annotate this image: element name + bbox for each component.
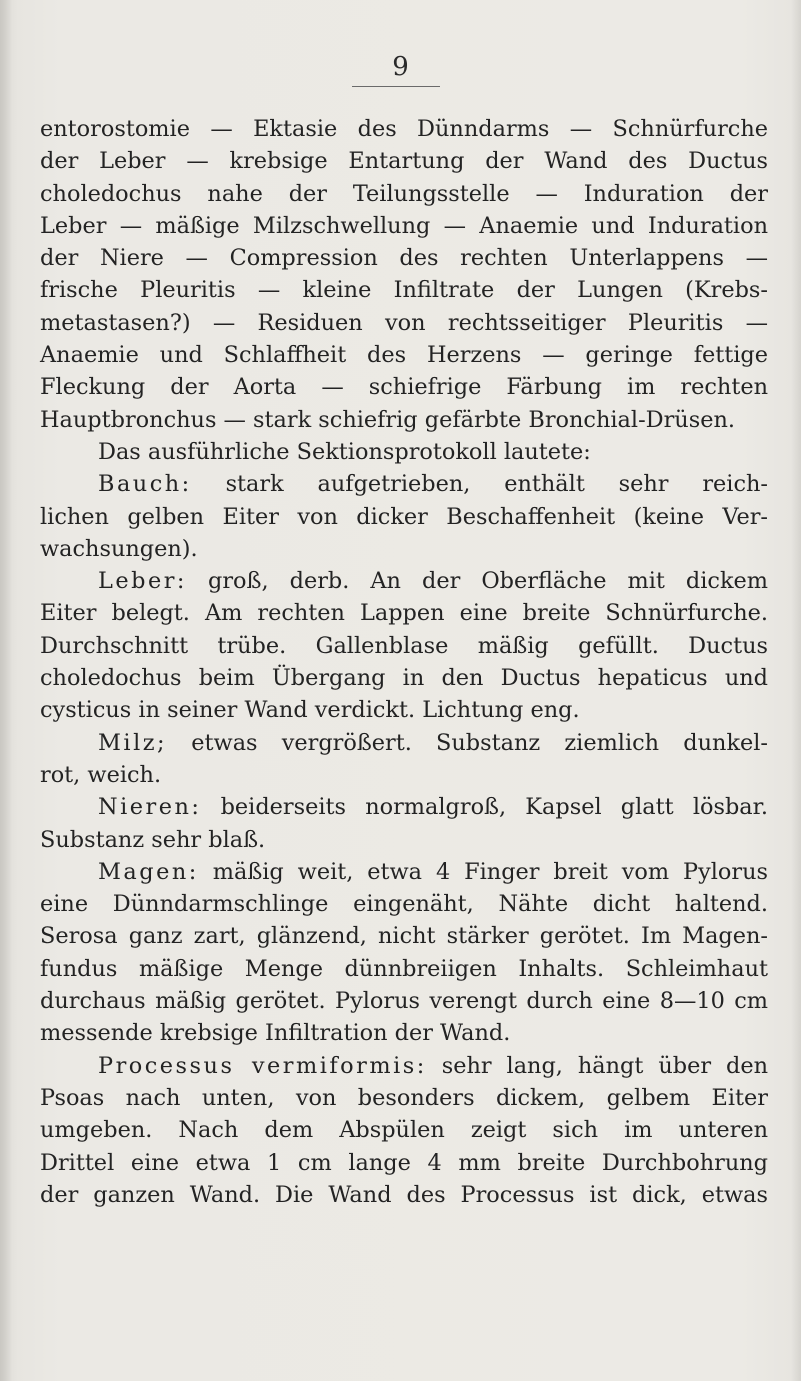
page-edge-shadow [791,0,801,1381]
text-line: cysticus in seiner Wand verdickt. Lichtung eng. [40,697,580,724]
text-line: rot, weich. [40,761,162,788]
text-line: messende krebsige Infiltration der Wand. [40,1020,511,1047]
text-line: Nieren: beiderseits normalgroß, Kapsel glatt lösbar. [98,794,768,821]
text-line: Eiter belegt. Am rechten Lappen eine breite Schnürfurche. [40,600,768,627]
text-line: wachsungen). [40,535,198,562]
text-line: fundus mäßige Menge dünnbreiigen Inhalts. Schleimhaut [40,955,768,982]
section-heading: Processus vermiformis: [98,1052,427,1079]
text-line: entorostomie — Ektasie des Dünndarms — Schnürfurche [40,116,768,142]
section-heading: Magen: [98,858,199,885]
section-heading: Nieren: [98,794,202,821]
text-line: choledochus nahe der Teilungsstelle — Induration der [40,180,768,207]
text-line: Milz; etwas vergrößert. Substanz ziemlich dunkel- [98,729,768,756]
text-line: Drittel eine etwa 1 cm lange 4 mm breite Durchbohrung [40,1149,768,1176]
text-line: frische Pleuritis — kleine Infiltrate der Lungen (Krebs- [40,277,768,304]
text-line: Processus vermiformis: sehr lang, hängt über den [98,1052,768,1079]
text-line: Durchschnitt trübe. Gallenblase mäßig gefüllt. Ductus [40,632,768,659]
text-line: Leber — mäßige Milzschwellung — Anaemie und Induration [40,212,768,239]
text-line: Bauch: stark aufgetrieben, enthält sehr reich- [98,471,768,498]
text-line: Magen: mäßig weit, etwa 4 Finger breit vom Pylorus [98,858,768,885]
text-line: Anaemie und Schlaffheit des Herzens — geringe fettige [40,342,768,369]
text-line: Das ausführliche Sektionsprotokoll lautete: [98,438,591,465]
text-line: der Niere — Compression des rechten Unterlappens — [40,245,768,272]
text-line: der ganzen Wand. Die Wand des Processus ist dick, etwas [40,1181,768,1208]
text-line: Substanz sehr blaß. [40,826,266,853]
body-text [40,113,768,1211]
text-line: Hauptbronchus — stark schiefrig gefärbte Bronchial-Drüsen. [40,406,735,433]
text-line: lichen gelben Eiter von dicker Beschaffenheit (keine Ver- [40,503,768,530]
page-number: 9 [392,52,409,82]
text-line: choledochus beim Übergang in den Ductus hepaticus und [40,665,768,692]
text-line: eine Dünndarmschlinge eingenäht, Nähte dicht haltend. [40,891,768,918]
section-heading: Milz; [98,729,168,756]
header-rule [352,86,440,87]
text-line: Psoas nach unten, von besonders dickem, gelbem Eiter [40,1084,768,1111]
text-line: Serosa ganz zart, glänzend, nicht stärker gerötet. Im Magen- [40,923,768,950]
text-line: durchaus mäßig gerötet. Pylorus verengt durch eine 8—10 cm [40,988,768,1015]
section-heading: Bauch: [98,471,192,498]
text-line: Leber: groß, derb. An der Oberfläche mit dickem [98,568,768,595]
text-line: umgeben. Nach dem Abspülen zeigt sich im unteren [40,1117,768,1144]
text-line: der Leber — krebsige Entartung der Wand des Ductus [40,148,768,175]
section-heading: Leber: [98,568,187,595]
binding-shadow [0,0,12,1381]
text-line: metastasen?) — Residuen von rechtsseitiger Pleuritis — [40,309,768,336]
text-line: Fleckung der Aorta — schiefrige Färbung im rechten [40,374,768,401]
